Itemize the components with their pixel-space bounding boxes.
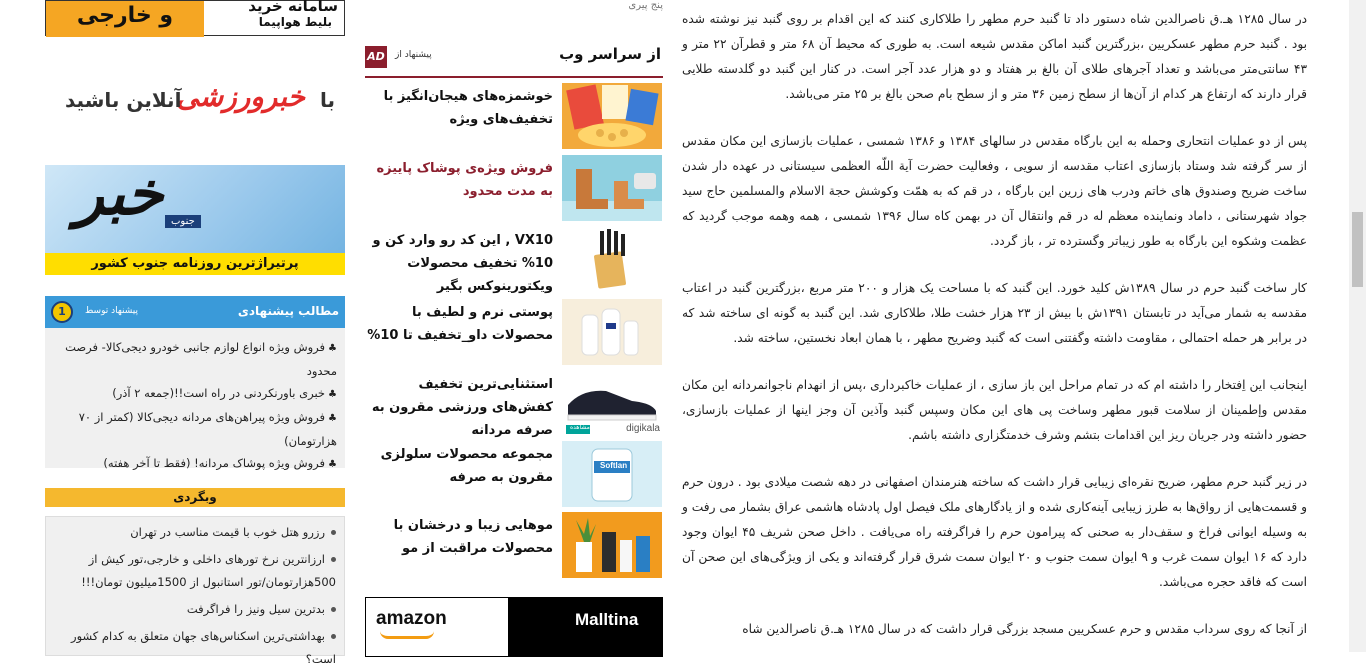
bullet-icon	[331, 607, 336, 612]
jonoub-small-text: جنوب	[165, 215, 201, 228]
ad-item[interactable]	[365, 155, 663, 221]
ad-text[interactable]: موهایی زیبا و درخشان با محصولات مراقبت از مو	[393, 518, 553, 556]
bullet-icon	[331, 530, 336, 535]
bullet-icon	[331, 557, 336, 562]
ad-item[interactable]	[365, 227, 663, 293]
bullet-icon: ♣	[328, 389, 337, 400]
softlan-label: Softlan	[600, 461, 628, 470]
article-paragraph: در زیر گنبد حرم مطهر، ضریح نقره‌ای زیبایی قرار داشت که ساخته هنرمندان اصفهانی در دهه شصت میلادی بود . درون حرم و قسمت‌هایی از رواق‌ها به طرز زیبایی آینه‌کاری شده و از یادگارهای ملک فیصل اول پادشاه هاشمی عراق بشمار می رفت و به وسیله ایوانی فراخ و سقف‌دار به صحنی که پیرامون حرم را فراگرفته راه می‌یافت . داخل صحن شریف ۴۵ ایوان وجود دارد که ۱۶ ایوان سمت غرب و ۹ ایوان سمت جنوب و ۲۰ ایوان سمت شرق قرار گرفته‌اند و یکی از ویژگی‌های این صحن آن است که فاقد حجره می‌باشد.	[682, 475, 1307, 589]
article-paragraph: پس از دو عملیات انتحاری وحمله به این بارگاه مقدس در سالهای ۱۳۸۴ و ۱۳۸۶ شمسی ، عملیات بازسازی این مکان مقدس از سر گرفته شد وستاد بازسازی اعتاب مقدسه از سویی ، وفعالیت حضرت آیة اللّه العظمی سیستانی در عهده دار شدن ساخت ضریح وصندوق های خاتم ودرب های زرین این بارگاه ، در قم که به همّت وکوشش حجة الاسلام والمسلمین حاج سید جواد شهرستانی ، داماد ونماینده معظم له در قم وانتقال آن در بهمن کاه سال ۱۳۹۶ شمسی ، همه وهمه موجب گردید که عظمت وشکوه این بارگاه به طور زیباتر وگسترده تر ، باز گردد.	[682, 134, 1307, 248]
web-ads-header	[365, 40, 663, 78]
list-item[interactable]: ♣فروش ویژه انواع لوازم جانبی خودرو دیجی‌کالا- فرصت محدود	[65, 340, 337, 378]
ad-text[interactable]: فروش ویژه‌ی پوشاک پاییزه به مدت محدود	[376, 161, 553, 199]
jonoub-tagline: پرتیراژترین روزنامه جنوب کشور	[45, 253, 345, 275]
digikala-logo: digikala	[626, 423, 660, 434]
bullet-icon: ♣	[328, 343, 337, 354]
amazon-malltina-banner[interactable]	[365, 597, 663, 657]
banner-yellow-text: و خارجی	[46, 1, 204, 37]
list-item[interactable]: رزرو هتل خوب با قیمت مناسب در تهران	[54, 521, 336, 544]
suggested-by-label: پیشنهاد توسط	[85, 306, 138, 316]
article-paragraph: کار ساخت گنبد حرم در سال ۱۳۸۹ش کلید خورد. این گنبد که با مساحت یک هزار و ۲۰۰ متر مربع ،بزرگترین گنبد در اعتاب مقدسه به شمار می‌آید در تابستان ۱۳۹۱ش با بیش از ۲۳ هزار خشت طلا، طلاکاری شد. این گنبد به گونه ای ساخته شد که در برابر هر حمله احتمالی ، مقاومت داشته وگفتنی است که گنبد وضریح مطهر ، با همان ابعاد نخستین، ساخته شد.	[682, 281, 1308, 345]
tissue-thumbnail[interactable]	[562, 441, 662, 507]
ad-text[interactable]: استثنایی‌ترین تخفیف کفش‌های ورزشی مقرون به صرفه مردانه	[371, 377, 553, 438]
suggested-posts-list	[55, 336, 337, 476]
web-ads-column	[365, 0, 663, 652]
vigardi-title: وبگردی	[45, 488, 345, 507]
ad-item[interactable]	[365, 371, 663, 437]
banner-line2: بلیط هواپیما	[258, 15, 332, 29]
list-item[interactable]: ♣فروش ویژه پیراهن‌های مردانه دیجی‌کالا (کمتر از ۷۰ هزارتومان)	[78, 410, 337, 448]
malltina-logo: Malltina	[575, 610, 639, 629]
ad-item[interactable]	[365, 299, 663, 365]
logo-post: آنلاین باشید	[65, 88, 182, 112]
scrollbar-thumb[interactable]	[1352, 212, 1363, 287]
logo-brand: خبرورزشی	[176, 80, 305, 113]
sneakers-thumbnail[interactable]	[562, 371, 662, 437]
boots-thumbnail[interactable]	[562, 155, 662, 221]
knife-block-thumbnail[interactable]	[562, 227, 662, 293]
bullet-icon: ♣	[328, 413, 337, 424]
ad-item[interactable]	[365, 441, 663, 507]
list-item[interactable]: ♣خبری باورنکردنی در راه است!!(جمعه ۲ آذر)	[112, 386, 337, 400]
dove-products-thumbnail[interactable]	[562, 299, 662, 365]
article-paragraph: اینجانب این اِفتخار را داشته ام که در تمام مراحل این باز سازی ، از عملیات خاکبرداری ،پس از انهدام ناجوانمردانه این مکان مقدس وإطمینان از سلامت قبور مطهر وساخت پی های این مکان وسپس گنبد وآذین آن وجز اینها از عملیات بازسازی، حضور داشته ودر جریان ریز این اقدامات بتشم وشرف خدمتگزاری داشته باشم.	[682, 378, 1307, 442]
list-item[interactable]: بدترین سیل ونیز را فراگرفت	[54, 598, 336, 621]
banner-line1: سامانه خرید	[248, 0, 338, 15]
amazon-smile-icon	[380, 631, 434, 639]
view-badge: مشاهده	[570, 424, 590, 431]
ad-text[interactable]: خوشمزه‌های هیجان‌انگیز با تخفیف‌های ویژه	[383, 89, 553, 127]
vigardi-box	[45, 516, 345, 666]
ad-network-logo-icon[interactable]: AD	[365, 46, 387, 68]
jonoub-big-text: خبر	[75, 159, 164, 229]
khabar-jonoub-banner[interactable]	[45, 159, 345, 275]
left-sidebar	[45, 0, 345, 666]
suggested-posts-header	[45, 296, 345, 328]
hair-products-thumbnail[interactable]	[562, 512, 662, 578]
snacks-thumbnail[interactable]	[562, 83, 662, 149]
web-ads-title: از سراسر وب	[559, 45, 661, 63]
list-item[interactable]: ارزانترین نرخ تورهای داخلی و خارجی،تور کیش از 500هزارتومان/تور استانبول از 1500میلیون تومان!!!	[81, 552, 336, 589]
flight-ticket-banner[interactable]	[45, 0, 345, 36]
amazon-logo: amazon	[376, 608, 447, 629]
ad-text[interactable]: VX10 , این کد رو وارد کن و 10% تخفیف محصولات ویکتورینوکس بگیر	[372, 233, 553, 294]
list-item[interactable]: بهداشتی‌ترین اسکناس‌های جهان متعلق به کدام کشور است؟	[71, 629, 336, 666]
article-body	[682, 0, 1307, 652]
suggested-posts-box	[45, 296, 345, 468]
page-scrollbar[interactable]	[1349, 0, 1366, 652]
ad-item[interactable]	[365, 512, 663, 578]
list-item[interactable]: ♣فروش ویژه پوشاک مردانه! (فقط تا آخر هفته)	[103, 456, 337, 470]
ad-text[interactable]: مجموعه محصولات سلولزی مقرون به صرفه	[380, 447, 553, 485]
amazon-logo-area	[365, 597, 509, 657]
logo-pre: با	[319, 88, 335, 112]
vigardi-list	[46, 521, 344, 671]
ad-item[interactable]	[365, 83, 663, 149]
bullet-icon	[331, 634, 336, 639]
suggested-posts-title: مطالب پیشنهادی	[237, 304, 339, 318]
suggestion-provider-icon[interactable]: 1	[51, 301, 73, 323]
article-paragraph: از آنجا که روی سرداب مقدس و حرم عسکریین مسجد بزرگی قرار داشت که در سال ۱۲۸۵ هـ.ق ناصرالدین شاه	[742, 622, 1307, 636]
article-paragraph: در سال ۱۲۸۵ هـ.ق ناصرالدین شاه دستور داد تا گنبد حرم مطهر را طلاکاری کنند که این اقدام بر روی گنبد نیز نوشته شده بود . گنبد حرم مطهر عسکریین ،بزرگترین گنبد اماکن مقدس شیعه است. به طوری که محیط آن ۶۸ متر و قطرآن ۲۲ متر و ۴۳ سانتی‌متر می‌باشد و تعداد آجرهای طلای آن بالغ بر هفتاد و دو هزار عدد آجر است. در کنار این گنبد دو گلدسته طلایی قرار دارند که ارتفاع هر کدام از آن‌ها از سطح زمین ۳۶ متر و از سطح بام صحن بالغ بر ۲۵ متر می‌باشد.	[682, 12, 1308, 101]
khabar-varzeshi-logo[interactable]	[65, 78, 335, 122]
suggested-from-label: پیشنهاد از	[395, 50, 432, 60]
ad-text[interactable]: پوستی نرم و لطیف با محصولات داو_تخفیف تا 10%	[367, 305, 553, 343]
cut-text: پنج پیری	[628, 0, 663, 11]
bullet-icon: ♣	[328, 459, 337, 470]
